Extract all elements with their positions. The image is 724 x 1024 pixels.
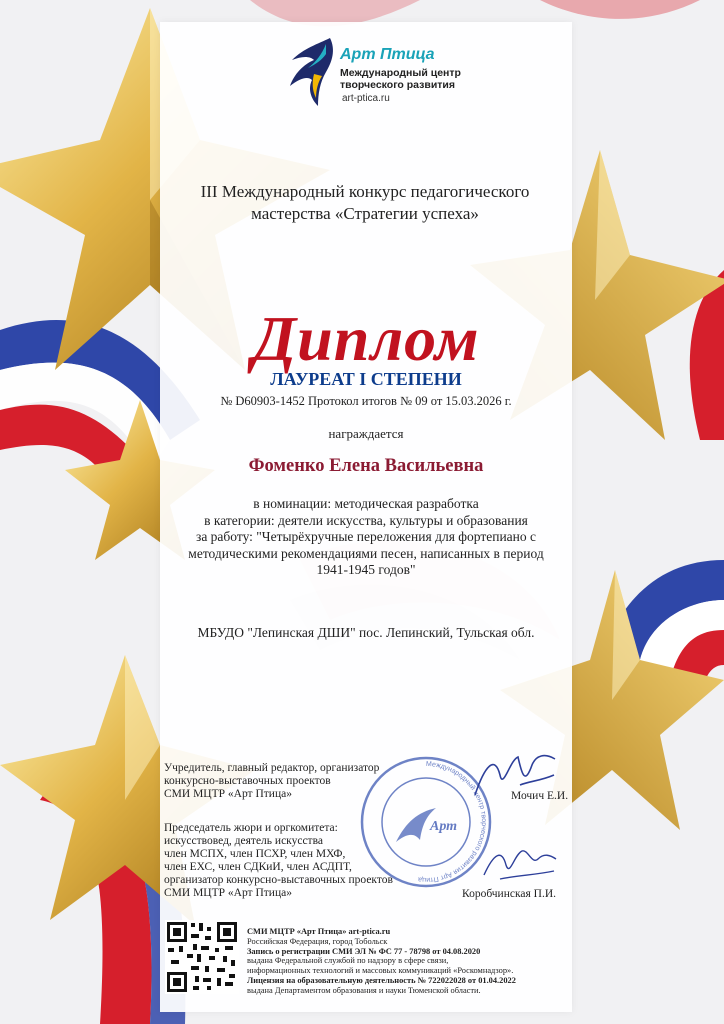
founder-name: Мочич Е.И. <box>511 790 569 802</box>
signature-caption: организатор конкурсно-выставочных проектов <box>164 874 393 886</box>
awarded-label: награждается <box>328 426 404 441</box>
logo-url: art-ptica.ru <box>342 93 390 104</box>
footer-line: Российская Федерация, город Тобольск <box>247 936 388 946</box>
work-title-line: 1941-1945 годов" <box>316 562 416 577</box>
contest-title <box>165 181 565 225</box>
footer-line: Запись о регистрации СМИ ЭЛ № ФС 77 - 78798 от 04.08.2020 <box>247 946 481 956</box>
award-details <box>170 496 562 579</box>
footer-line: СМИ МЦТР «Арт Птица» art-ptica.ru <box>247 927 391 936</box>
signature-caption: Учредитель, главный редактор, организатор <box>164 762 380 774</box>
stamp-ring-text: Международный центр творческого развития Арт Птица <box>417 760 487 884</box>
founder-signature-block <box>164 762 424 801</box>
footer-line: выдана Департаментом образования и науки Тюменской области. <box>247 985 481 995</box>
contest-title-line: III Международный конкурс педагогического <box>200 182 530 201</box>
signature-caption: искусствовед, деятель искусства <box>164 835 323 847</box>
nomination-line: в номинации: методическая разработка <box>253 496 479 511</box>
signature-caption: конкурсно-выставочных проектов <box>164 775 331 787</box>
category-line: в категории: деятели искусства, культуры и образования <box>204 512 528 528</box>
chair-handwritten-signature <box>480 835 560 885</box>
footer-line: информационных технологий и массовых коммуникаций «Роскомнадзор». <box>247 966 514 976</box>
logo-subtitle-line: творческого развития <box>340 79 455 91</box>
organization: МБУДО "Лепинская ДШИ" пос. Лепинский, Тульская обл. <box>197 625 535 640</box>
chair-name: Коробчинская П.И. <box>462 888 556 900</box>
laureate-degree: ЛАУРЕАТ I СТЕПЕНИ <box>270 369 462 389</box>
founder-handwritten-signature <box>470 745 560 805</box>
protocol-number: № D60903-1452 Протокол итогов № 09 от 15.03.2026 г. <box>220 394 512 408</box>
signature-caption: член МСПХ, член ПСХР, член МХФ, <box>164 848 346 860</box>
logo-subtitle-line: Международный центр <box>340 67 461 79</box>
footer-line: выдана Федеральной службой по надзору в сфере связи, <box>247 956 449 966</box>
signature-caption: член ЕХС, член СДКиИ, член АСДПТ, <box>164 861 352 873</box>
work-title-line: за работу: "Четырёхручные переложения для фортепиано с <box>195 529 537 544</box>
logo-title: Арт Птица <box>340 46 435 63</box>
signature-caption: Председатель жюри и оргкомитета: <box>164 822 338 834</box>
recipient-name: Фоменко Елена Васильевна <box>248 456 484 476</box>
qr-code[interactable] <box>165 920 239 994</box>
diploma-title: Диплом <box>252 303 480 374</box>
bird-logo-icon <box>282 34 340 108</box>
contest-title-line: мастерства «Стратегии успеха» <box>251 204 479 223</box>
logo-subtitle <box>340 67 461 91</box>
signature-caption: СМИ МЦТР «Арт Птица» <box>164 788 292 800</box>
footer-legal-info <box>247 927 577 996</box>
signature-caption: СМИ МЦТР «Арт Птица» <box>164 887 292 899</box>
footer-line: Лицензия на образовательную деятельность № 722022028 от 01.04.2022 <box>247 975 516 985</box>
chair-signature-block <box>164 822 454 900</box>
work-title-line: методическими рекомендациями песен, написанных в период <box>188 545 544 561</box>
stamp-center-text: Арт <box>430 819 458 834</box>
